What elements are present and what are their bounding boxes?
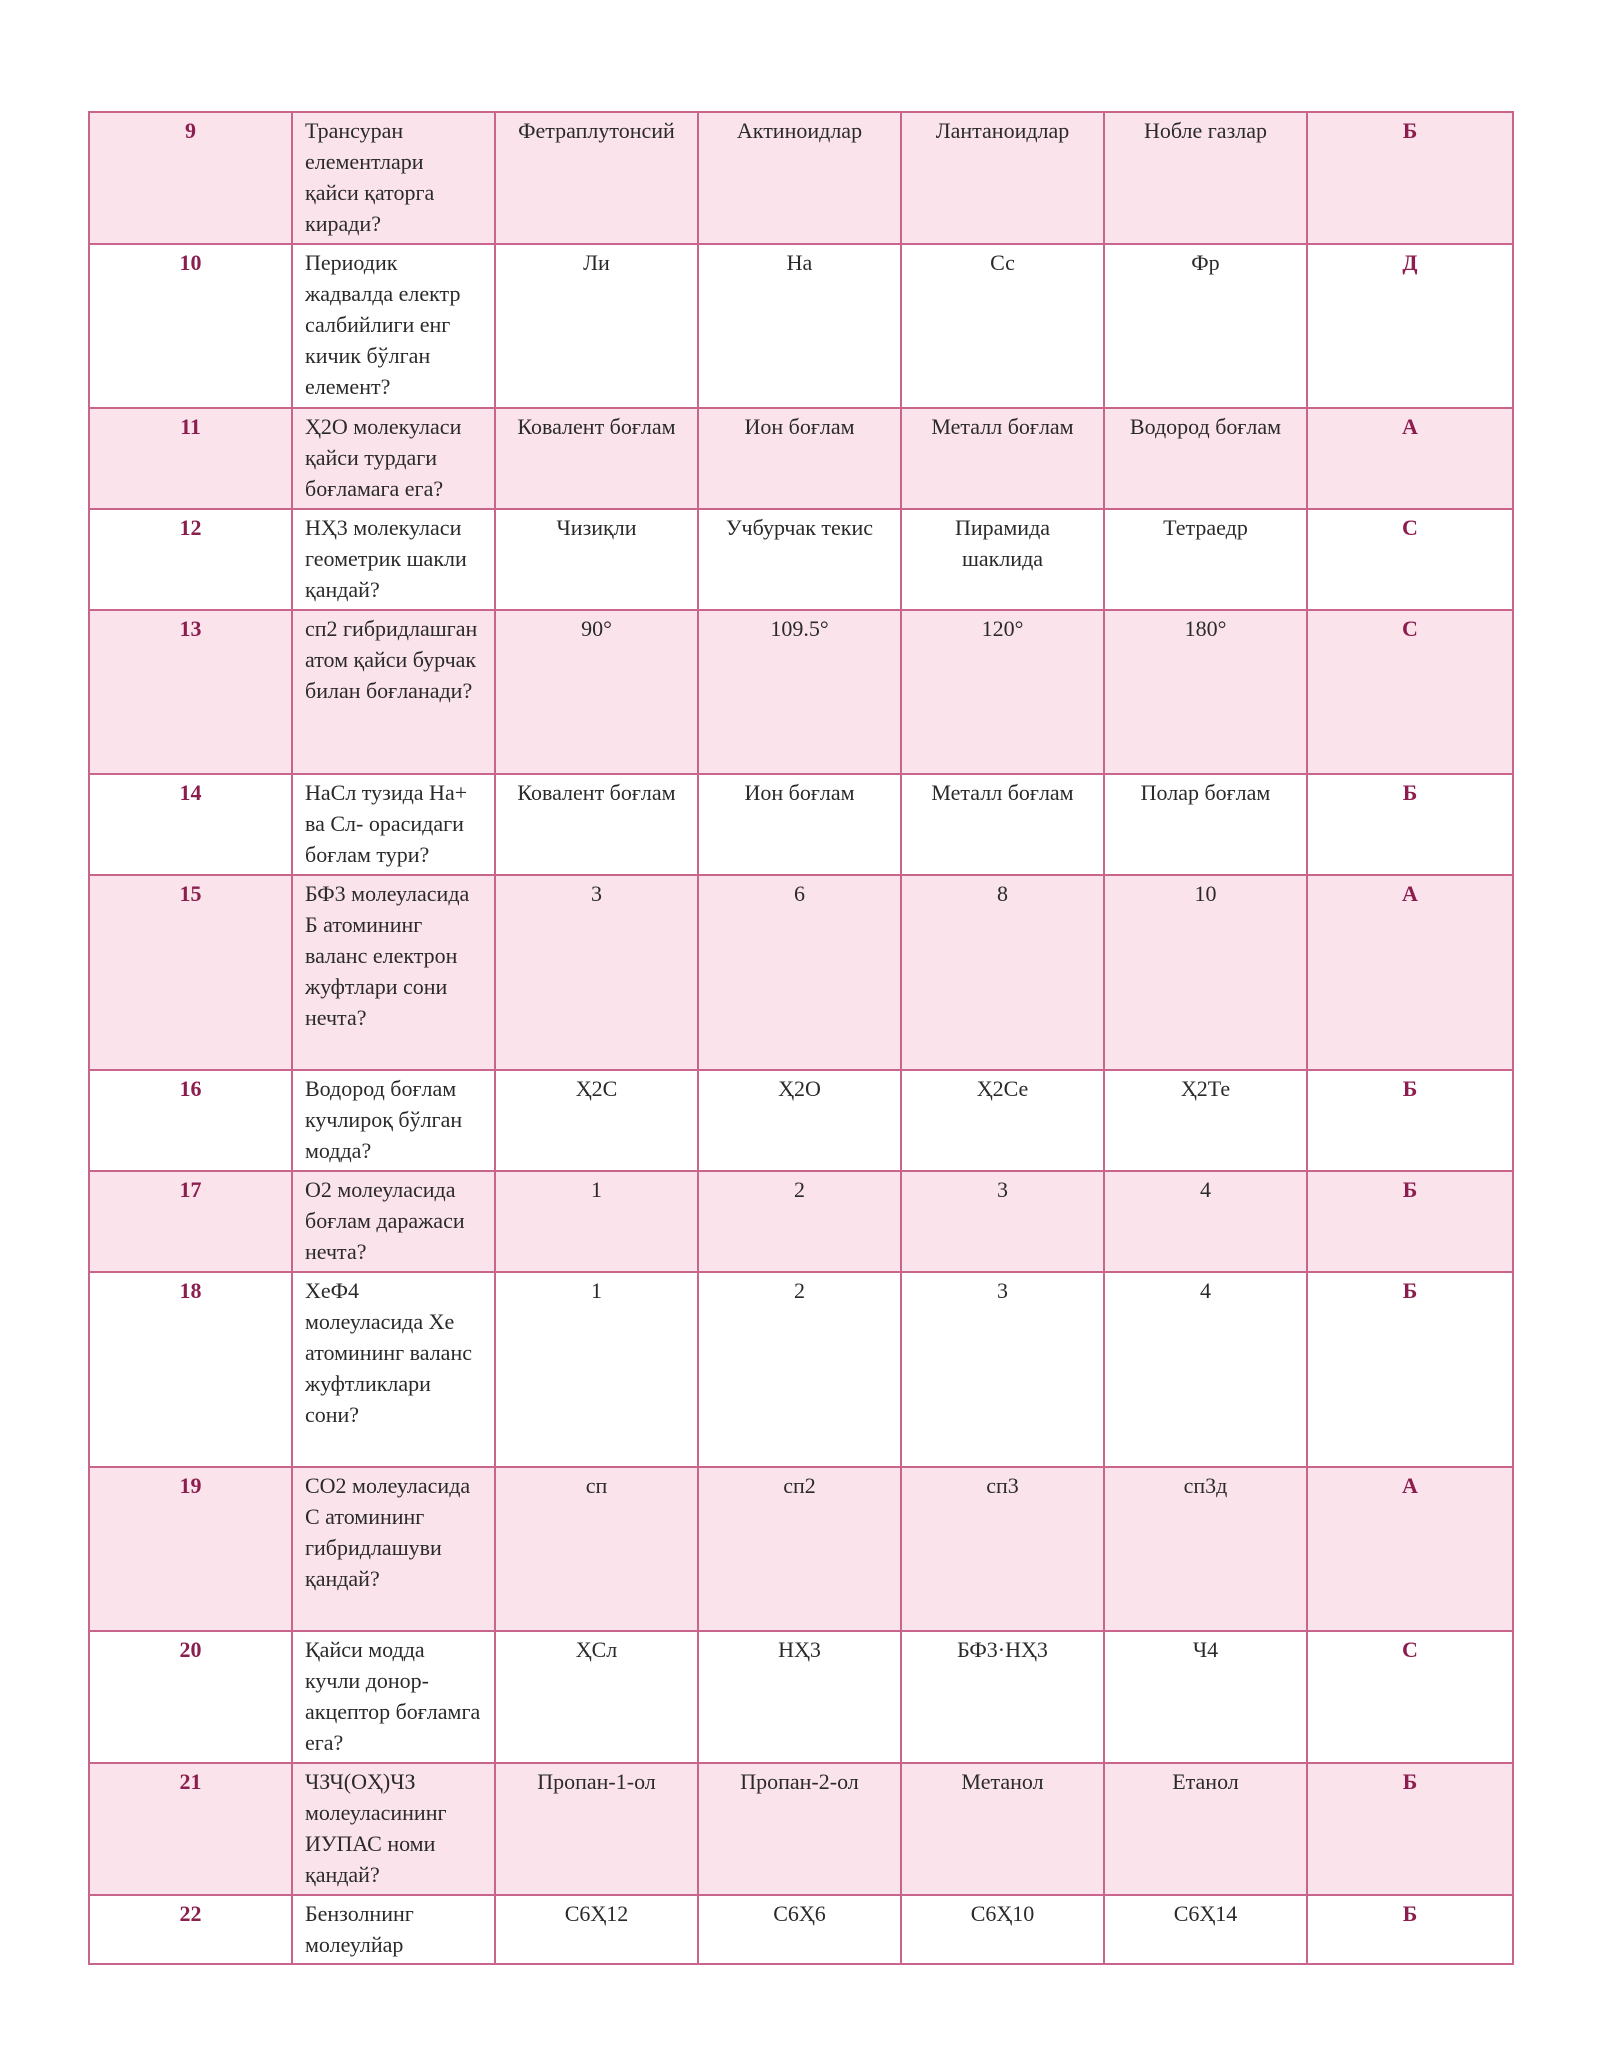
answer-key: А [1307, 408, 1513, 509]
table-row [89, 774, 1513, 875]
answer-key: Б [1307, 774, 1513, 875]
option-a: С6Ҳ12 [495, 1895, 698, 1964]
option-c: сп3 [901, 1467, 1104, 1631]
option-a: ҲСл [495, 1631, 698, 1763]
option-d: сп3д [1104, 1467, 1307, 1631]
option-c: Ҳ2Се [901, 1070, 1104, 1171]
question-text: СО2 молеуласида С атомининг гибридлашуви қандай? [292, 1467, 495, 1631]
table-row [89, 509, 1513, 610]
option-c: Пирамида шаклида [901, 509, 1104, 610]
option-c: 3 [901, 1272, 1104, 1467]
option-c: 8 [901, 875, 1104, 1070]
question-text: Ҳ2О молекуласи қайси турдаги боғламага ега? [292, 408, 495, 509]
option-d: Ҳ2Те [1104, 1070, 1307, 1171]
answer-key: Б [1307, 1070, 1513, 1171]
quiz-table-body [89, 112, 1513, 1964]
option-c: 3 [901, 1171, 1104, 1272]
question-text: ХеФ4 молеуласида Хе атомининг валанс жуфтликлари сони? [292, 1272, 495, 1467]
answer-key: Б [1307, 1763, 1513, 1895]
option-c: Металл боғлам [901, 408, 1104, 509]
option-d: Фр [1104, 244, 1307, 408]
answer-key: Б [1307, 112, 1513, 244]
table-row [89, 1895, 1513, 1964]
option-b: 2 [698, 1171, 901, 1272]
question-text: НҲ3 молекуласи геометрик шакли қандай? [292, 509, 495, 610]
table-row [89, 1272, 1513, 1467]
option-c: Метанол [901, 1763, 1104, 1895]
option-b: НҲ3 [698, 1631, 901, 1763]
question-text: Қайси модда кучли донор-акцептор боғламга ега? [292, 1631, 495, 1763]
option-d: Нобле газлар [1104, 112, 1307, 244]
question-number: 22 [89, 1895, 292, 1964]
option-c: 120° [901, 610, 1104, 774]
option-c: Лантаноидлар [901, 112, 1104, 244]
option-d: Полар боғлам [1104, 774, 1307, 875]
option-c: Сс [901, 244, 1104, 408]
quiz-table [88, 111, 1514, 1965]
answer-key: Б [1307, 1895, 1513, 1964]
answer-key: Б [1307, 1171, 1513, 1272]
question-number: 14 [89, 774, 292, 875]
option-b: Ион боғлам [698, 774, 901, 875]
question-number: 21 [89, 1763, 292, 1895]
option-b: На [698, 244, 901, 408]
question-number: 10 [89, 244, 292, 408]
answer-key: С [1307, 509, 1513, 610]
option-d: 4 [1104, 1171, 1307, 1272]
table-row [89, 112, 1513, 244]
table-row [89, 408, 1513, 509]
question-number: 15 [89, 875, 292, 1070]
option-b: Пропан-2-ол [698, 1763, 901, 1895]
question-text: НаСл тузида На+ ва Сл- орасидаги боғлам тури? [292, 774, 495, 875]
answer-key: А [1307, 1467, 1513, 1631]
option-a: Ли [495, 244, 698, 408]
question-text: Трансуран елементлари қайси қаторга киради? [292, 112, 495, 244]
table-row [89, 1631, 1513, 1763]
option-a: Фетраплутонсий [495, 112, 698, 244]
answer-key: С [1307, 610, 1513, 774]
table-row [89, 1171, 1513, 1272]
question-text: сп2 гибридлашган атом қайси бурчак билан боғланади? [292, 610, 495, 774]
option-d: С6Ҳ14 [1104, 1895, 1307, 1964]
option-b: С6Ҳ6 [698, 1895, 901, 1964]
option-a: сп [495, 1467, 698, 1631]
option-a: Ҳ2С [495, 1070, 698, 1171]
question-number: 11 [89, 408, 292, 509]
question-number: 18 [89, 1272, 292, 1467]
table-row [89, 244, 1513, 408]
table-row [89, 1070, 1513, 1171]
option-a: Пропан-1-ол [495, 1763, 698, 1895]
question-text: Бензолнинг молеулйар [292, 1895, 495, 1964]
answer-key: С [1307, 1631, 1513, 1763]
answer-key: А [1307, 875, 1513, 1070]
table-row [89, 1763, 1513, 1895]
question-text: ЧЗЧ(ОҲ)ЧЗ молеуласининг ИУПАС номи қандай? [292, 1763, 495, 1895]
option-b: Ион боғлам [698, 408, 901, 509]
option-c: Металл боғлам [901, 774, 1104, 875]
question-text: Водород боғлам кучлироқ бўлган модда? [292, 1070, 495, 1171]
question-number: 12 [89, 509, 292, 610]
option-d: Водород боғлам [1104, 408, 1307, 509]
option-d: 10 [1104, 875, 1307, 1070]
option-c: БФ3·НҲ3 [901, 1631, 1104, 1763]
option-c: С6Ҳ10 [901, 1895, 1104, 1964]
question-number: 19 [89, 1467, 292, 1631]
table-row [89, 1467, 1513, 1631]
question-number: 20 [89, 1631, 292, 1763]
option-b: 109.5° [698, 610, 901, 774]
question-text: О2 молеуласида боғлам даражаси нечта? [292, 1171, 495, 1272]
question-text: БФ3 молеуласида Б атомининг валанс електрон жуфтлари сони нечта? [292, 875, 495, 1070]
answer-key: Б [1307, 1272, 1513, 1467]
option-d: 180° [1104, 610, 1307, 774]
option-a: 1 [495, 1171, 698, 1272]
option-d: Тетраедр [1104, 509, 1307, 610]
option-b: сп2 [698, 1467, 901, 1631]
table-row [89, 610, 1513, 774]
question-number: 17 [89, 1171, 292, 1272]
question-number: 13 [89, 610, 292, 774]
option-a: Ковалент боғлам [495, 408, 698, 509]
option-b: 6 [698, 875, 901, 1070]
option-a: Чизиқли [495, 509, 698, 610]
option-d: Ч4 [1104, 1631, 1307, 1763]
option-a: 3 [495, 875, 698, 1070]
question-text: Периодик жадвалда електр салбийлиги енг кичик бўлган елемент? [292, 244, 495, 408]
option-a: 90° [495, 610, 698, 774]
option-a: 1 [495, 1272, 698, 1467]
question-number: 9 [89, 112, 292, 244]
option-a: Ковалент боғлам [495, 774, 698, 875]
option-b: Ҳ2О [698, 1070, 901, 1171]
option-b: Учбурчак текис [698, 509, 901, 610]
question-number: 16 [89, 1070, 292, 1171]
option-d: Етанол [1104, 1763, 1307, 1895]
option-b: 2 [698, 1272, 901, 1467]
table-row [89, 875, 1513, 1070]
option-b: Актиноидлар [698, 112, 901, 244]
option-d: 4 [1104, 1272, 1307, 1467]
answer-key: Д [1307, 244, 1513, 408]
